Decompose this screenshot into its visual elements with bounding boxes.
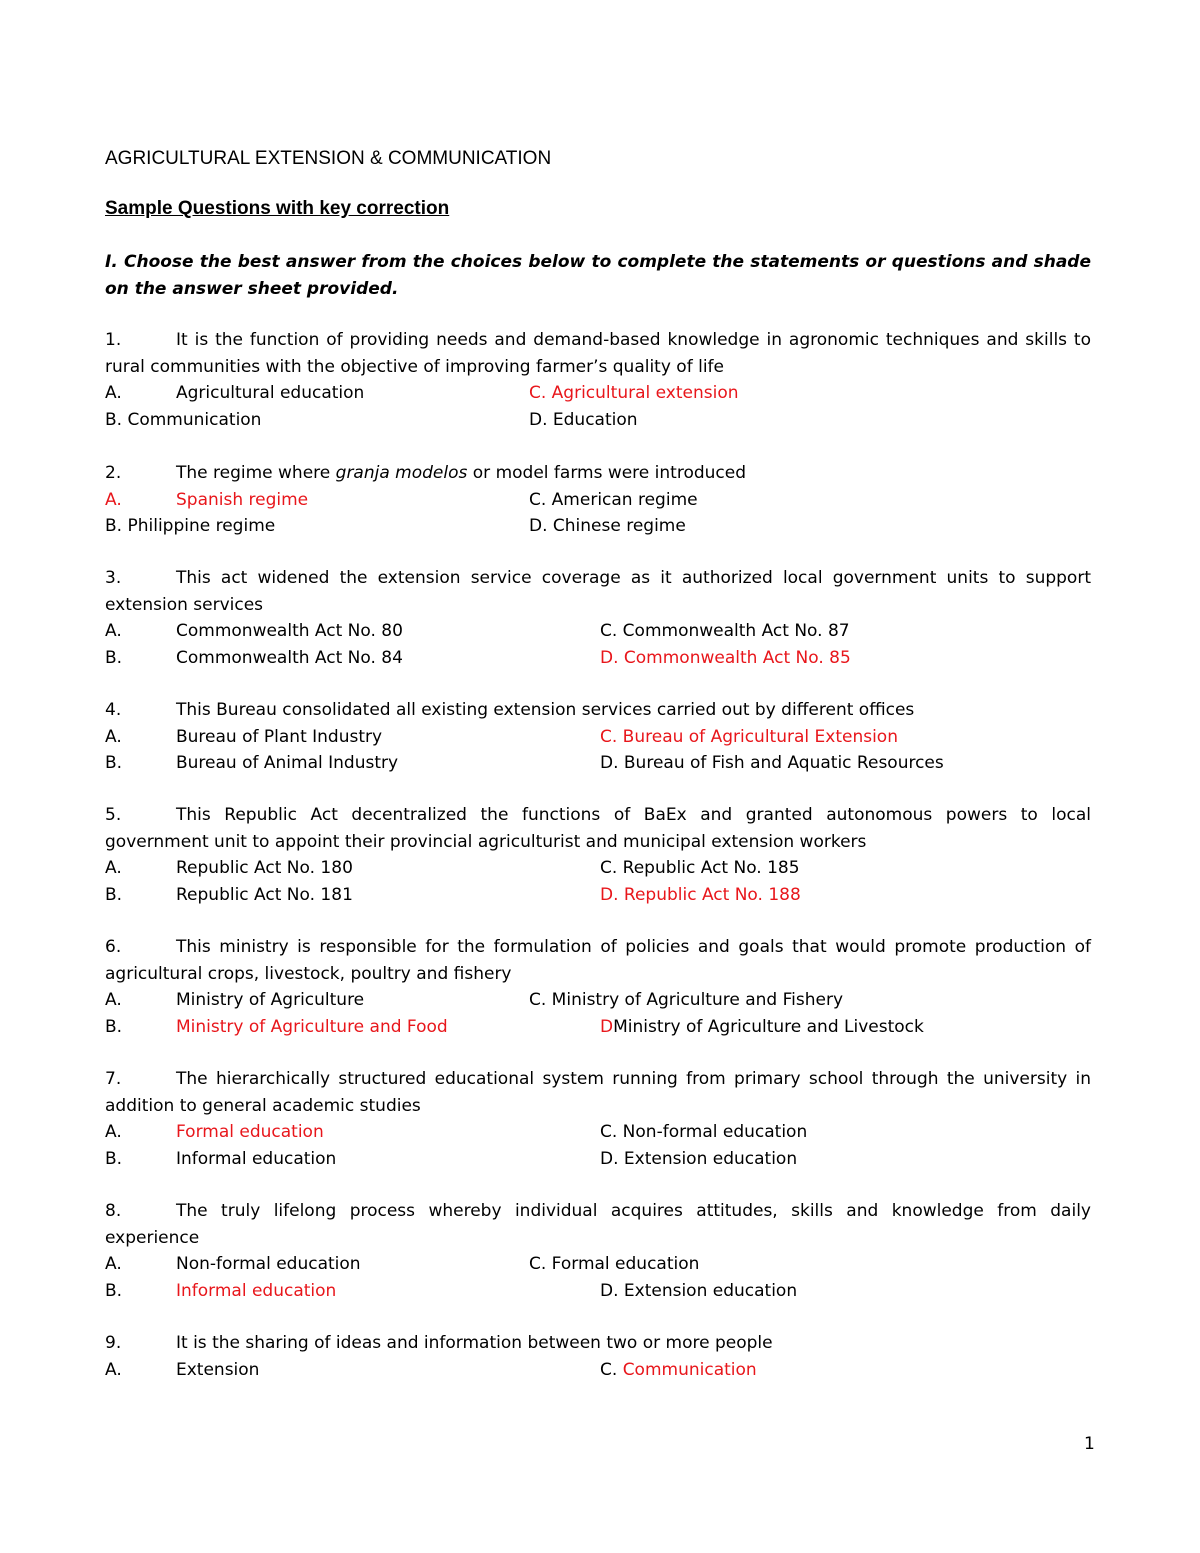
option-c-answer: C. Agricultural extension (529, 383, 739, 403)
option-a-label: A. (105, 1254, 122, 1274)
option-a-label: A. (105, 383, 122, 403)
option-b-label: B. (105, 1148, 123, 1169)
option-b: B. Philippine regime (105, 516, 276, 536)
option-a-label: A. (105, 489, 122, 510)
option-b: Informal education (176, 1148, 337, 1169)
option-c: C. Ministry of Agriculture and Fishery (529, 990, 844, 1010)
option-d-answer: D. Commonwealth Act No. 85 (600, 647, 851, 668)
question-number: 6. (105, 937, 122, 957)
question-stem: This act widened the extension service coverage as it authorized local government units to support extension services (105, 568, 1091, 615)
option-d-answer: D. Republic Act No. 188 (600, 884, 801, 905)
option-b-label: B. (105, 753, 123, 773)
question-number: 7. (105, 1069, 122, 1089)
option-a-label: A. (105, 726, 122, 747)
question-6 (105, 934, 1091, 1040)
question-stem: The truly lifelong process whereby individual acquires attitudes, skills and knowledge from daily experience (105, 1201, 1091, 1248)
option-d: D. Bureau of Fish and Aquatic Resources (600, 753, 944, 773)
option-a-answer: Spanish regime (176, 489, 309, 510)
question-stem: This ministry is responsible for the formulation of policies and goals that would promote production of agricultural crops, livestock, poultry and fishery (105, 937, 1091, 984)
option-c: C. Non-formal education (600, 1122, 808, 1142)
option-c: C. Republic Act No. 185 (600, 858, 800, 878)
document-subtitle: Sample Questions with key correction (105, 198, 450, 219)
option-b-answer: Informal education (176, 1280, 337, 1301)
option-b-answer: Ministry of Agriculture and Food (176, 1016, 448, 1037)
option-d: D. Chinese regime (529, 516, 686, 536)
option-a: Extension (176, 1359, 260, 1380)
question-number: 9. (105, 1333, 122, 1353)
question-5 (105, 802, 1091, 908)
question-7 (105, 1066, 1091, 1172)
instruction-text: I. Choose the best answer from the choices below to complete the statements or questions and shade on the answer sheet provided. (105, 252, 1091, 299)
question-stem: This Bureau consolidated all existing extension services carried out by different offices (176, 700, 915, 720)
option-a: Bureau of Plant Industry (176, 726, 383, 747)
option-b: B. Communication (105, 409, 262, 430)
question-number: 8. (105, 1201, 122, 1221)
option-a: Commonwealth Act No. 80 (176, 621, 403, 641)
question-stem: This Republic Act decentralized the functions of BaEx and granted autonomous powers to local government unit to appoint their provincial agriculturist and municipal extension workers (105, 805, 1091, 852)
option-b: Bureau of Animal Industry (176, 753, 399, 773)
option-c: C. Commonwealth Act No. 87 (600, 621, 850, 641)
option-c: C. American regime (529, 489, 698, 510)
question-2 (105, 460, 1091, 540)
option-d-label: D (600, 1016, 614, 1037)
document-title: AGRICULTURAL EXTENSION & COMMUNICATION (105, 148, 552, 169)
question-stem-post: or model farms were introduced (467, 463, 747, 483)
option-a-label: A. (105, 858, 122, 878)
question-9 (105, 1330, 1091, 1383)
option-a-label: A. (105, 621, 122, 641)
option-b-label: B. (105, 1016, 123, 1037)
option-c-answer: C. Bureau of Agricultural Extension (600, 726, 898, 747)
question-number: 1. (105, 330, 122, 350)
page-number: 1 (1084, 1434, 1095, 1454)
option-a-label: A. (105, 1359, 122, 1380)
question-stem-pre: The regime where (176, 463, 336, 483)
option-b-label: B. (105, 1280, 123, 1301)
question-8 (105, 1198, 1091, 1304)
question-1 (105, 327, 1091, 433)
question-number: 4. (105, 700, 122, 720)
question-number: 3. (105, 568, 122, 588)
question-number: 5. (105, 805, 122, 825)
option-d: D. Education (529, 409, 638, 430)
question-stem: It is the sharing of ideas and information between two or more people (176, 1333, 773, 1353)
option-a-label: A. (105, 990, 122, 1010)
question-number: 2. (105, 463, 122, 483)
question-4 (105, 697, 1091, 777)
option-a-label: A. (105, 1122, 122, 1142)
option-a: Agricultural education (176, 383, 365, 403)
option-a: Non-formal education (176, 1254, 361, 1274)
option-a: Republic Act No. 180 (176, 858, 353, 878)
option-c: C. Formal education (529, 1254, 700, 1274)
option-b-label: B. (105, 647, 123, 668)
option-d: D. Extension education (600, 1280, 798, 1301)
option-b-label: B. (105, 884, 123, 905)
option-d: Ministry of Agriculture and Livestock (613, 1016, 924, 1037)
option-a-answer: Formal education (176, 1122, 324, 1142)
option-d: D. Extension education (600, 1148, 798, 1169)
option-c-answer: Communication (622, 1359, 757, 1380)
option-b: Commonwealth Act No. 84 (176, 647, 403, 668)
question-stem: It is the function of providing needs and demand-based knowledge in agronomic techniques and skills to rural communities with the objective of improving farmer’s quality of life (105, 330, 1091, 377)
option-b: Republic Act No. 181 (176, 884, 353, 905)
option-a: Ministry of Agriculture (176, 990, 365, 1010)
question-3 (105, 565, 1091, 671)
option-c-label: C. (600, 1359, 623, 1380)
question-stem: The hierarchically structured educational system running from primary school through the university in addition to general academic studies (105, 1069, 1091, 1116)
question-stem-emphasis: granja modelos (335, 463, 468, 483)
